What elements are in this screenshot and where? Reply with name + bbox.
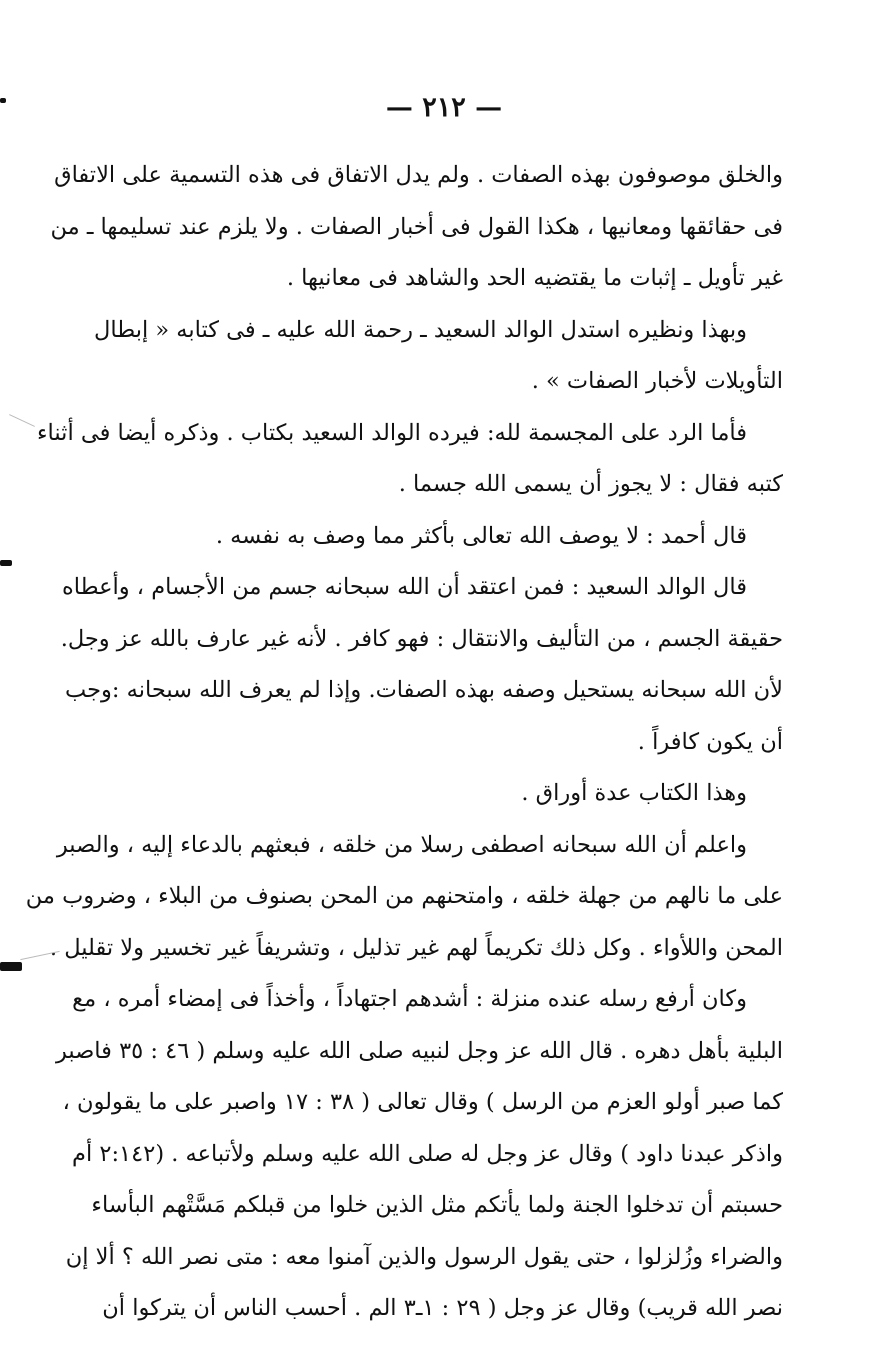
text-line: نصر الله قريب) وقال عز وجل ( ٢٩ : ١ـ٣ الم . أحسب الناس أن يتركوا أن [102,1295,783,1321]
text-line: حقيقة الجسم ، من التأليف والانتقال : فهو كافر . لأنه غير عارف بالله عز وجل. [60,625,783,652]
text-line: المحن واللأواء . وكل ذلك تكريماً لهم غير تذليل ، وتشريفاً غير تخسير ولا تقليل . [49,934,783,961]
text-line: البلية بأهل دهره . قال الله عز وجل لنبيه صلى الله عليه وسلم ( ٤٦ : ٣٥ فاصبر [56,1037,783,1064]
text-line: فى حقائقها ومعانيها ، هكذا القول فى أخبار الصفات . ولا يلزم عند تسليمها ـ من [50,213,783,240]
text-line: كتبه فقال : لا يجوز أن يسمى الله جسما . [398,471,783,497]
margin-mark [0,560,12,566]
text-line: كما صبر أولو العزم من الرسل ) وقال تعالى ( ٣٨ : ١٧ واصبر على ما يقولون ، [62,1089,783,1115]
text-line: قال الوالد السعيد : فمن اعتقد أن الله سبحانه جسم من الأجسام ، وأعطاه [62,574,747,600]
text-line: غير تأويل ـ إثبات ما يقتضيه الحد والشاهد فى معانيها . [286,265,783,291]
text-line: وكان أرفع رسله عنده منزلة : أشدهم اجتهاداً ، وأخذاً فى إمضاء أمره ، مع [72,986,747,1012]
body-text [25,150,783,1335]
margin-mark [0,962,22,971]
text-line: لأن الله سبحانه يستحيل وصفه بهذه الصفات. وإذا لم يعرف الله سبحانه :وجب [65,677,783,703]
text-line: واعلم أن الله سبحانه اصطفى رسلا من خلقه ، فبعثهم بالدعاء إليه ، والصبر [56,831,747,858]
text-line: التأويلات لأخبار الصفات » . [531,368,783,394]
text-line: والضراء وزُلزلوا ، حتى يقول الرسول والذين آمنوا معه : متى نصر الله ؟ ألا إن [65,1243,783,1270]
text-line: حسبتم أن تدخلوا الجنة ولما يأتكم مثل الذين خلوا من قبلكم مَسَّتْهم البأساء [91,1192,783,1218]
text-line: أن يكون كافراً . [637,728,783,755]
text-line: على ما نالهم من جهلة خلقه ، وامتحنهم من المحن بصنوف من البلاء ، وضروب من [25,883,783,909]
text-line: فأما الرد على المجسمة لله: فيرده الوالد السعيد بكتاب . وذكره أيضا فى أثناء [36,419,747,446]
text-line: واذكر عبدنا داود ) وقال عز وجل له صلى الله عليه وسلم ولأتباعه . (٢:١٤٢ أم [72,1140,783,1167]
text-line: والخلق موصوفون بهذه الصفات . ولم يدل الاتفاق فى هذه التسمية على الاتفاق [54,162,783,188]
margin-scratch [9,414,35,427]
text-line: وبهذا ونظيره استدل الوالد السعيد ـ رحمة الله عليه ـ فى كتابه « إبطال [94,316,747,343]
page-number: — ٢١٢ — [385,92,503,123]
text-line: وهذا الكتاب عدة أوراق . [521,780,747,806]
margin-mark [0,98,6,103]
text-line: قال أحمد : لا يوصف الله تعالى بأكثر مما وصف به نفسه . [215,522,747,549]
